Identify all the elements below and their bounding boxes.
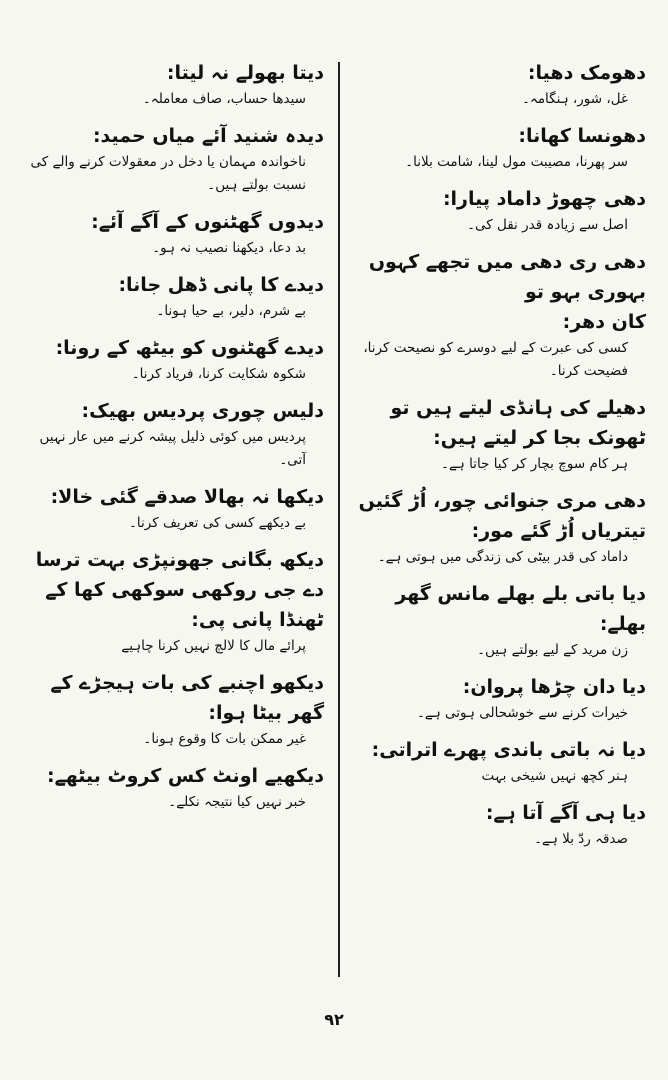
entry-term: دیدوں گھٹنوں کے آگے آئے: <box>91 211 324 233</box>
entry <box>350 247 646 307</box>
entry-term: دھی چھوڑ داماد پیارا: <box>442 188 646 210</box>
entry-term: کان دھر: <box>562 311 646 333</box>
entry-meaning: بے شرم، دلیر، بے حیا ہونا۔ <box>156 303 306 319</box>
entry <box>28 668 324 751</box>
entry-term: دیکھو اچنبے کی بات ہیجڑے کے گھر بیٹا ہوا: <box>50 672 324 724</box>
entry <box>350 579 646 662</box>
entry-meaning: خیرات کرنے سے خوشحالی ہوتی ہے۔ <box>417 705 628 721</box>
entry <box>350 798 646 851</box>
entry-meaning: ہنر کچھ نہیں شیخی بہت <box>481 768 628 784</box>
entry-term: دیدہ شنید آئے میاں حمید: <box>92 125 324 147</box>
entry-meaning: سر پھرنا، مصیبت مول لینا، شامت بلانا۔ <box>405 154 628 170</box>
entry-term: دیدے کا پانی ڈھل جانا: <box>118 274 324 296</box>
entry-term: دیا ہی آگے آتا ہے: <box>485 802 646 824</box>
column-divider <box>338 62 340 977</box>
entry-term: دیا نہ باتی باندی پھرے اتراتی: <box>371 739 646 761</box>
entry-term: دھی ری دھی میں تجھے کہوں بہوری بہو تو <box>368 251 646 303</box>
entry <box>28 396 324 472</box>
entry-meaning: کسی کی عبرت کے لیے دوسرے کو نصیحت کرنا، فضیحت کرنا۔ <box>363 340 628 379</box>
entry-meaning: غیر ممکن بات کا وقوع ہونا۔ <box>143 731 306 747</box>
entry-meaning: غل، شور، ہنگامہ۔ <box>522 91 628 107</box>
right-column <box>350 58 646 861</box>
entry-term: دیکھ بگانی جھونپڑی بہت ترسا دے جی روکھی سوکھی کھا کے ٹھنڈا پانی پی: <box>35 549 324 631</box>
entry <box>350 393 646 476</box>
entry <box>28 270 324 323</box>
entry-meaning: پرائے مال کا لالچ نہیں کرنا چاہیے <box>121 638 306 654</box>
left-column <box>28 58 324 824</box>
entry-term: دھونسا کھانا: <box>518 125 646 147</box>
entry-meaning: شکوہ شکایت کرنا، فریاد کرنا۔ <box>131 366 306 382</box>
entry <box>350 735 646 788</box>
entry-meaning: صدقہ ردّ بلا ہے۔ <box>534 831 628 847</box>
entry-meaning: ناخواندہ مہمان یا دخل در معقولات کرنے والے کی نسبت بولتے ہیں۔ <box>30 154 306 193</box>
entry <box>28 761 324 814</box>
entry-term: دھی مری جنوائی چور، اُڑ گئیں تیتریاں اُڑ گئے مور: <box>358 490 646 542</box>
entry-term: دھیلے کی ہانڈی لیتے ہیں تو ٹھونک بجا کر لیتے ہیں: <box>390 397 646 449</box>
entry <box>28 121 324 197</box>
entry-meaning: بد دعا، دیکھنا نصیب نہ ہو۔ <box>152 240 306 256</box>
entry-meaning: اصل سے زیادہ قدر نقل کی۔ <box>467 217 628 233</box>
entry <box>350 121 646 174</box>
entry-meaning: زن مرید کے لیے بولتے ہیں۔ <box>477 642 628 658</box>
entry-term: دیکھا نہ بھالا صدقے گئی خالا: <box>50 486 324 508</box>
entry-term: دیتا بھولے نہ لیتا: <box>166 62 324 84</box>
entry-meaning: ہر کام سوچ بچار کر کیا جاتا ہے۔ <box>441 456 628 472</box>
entry-term: دھومک دھیا: <box>527 62 646 84</box>
entry <box>28 58 324 111</box>
page-number: ۹۲ <box>324 1010 344 1029</box>
entry <box>350 672 646 725</box>
entry-term: دیا باتی بلے بھلے مانس گھر بھلے: <box>395 583 646 635</box>
entry <box>28 482 324 535</box>
entry <box>350 58 646 111</box>
entry-term: دلیس چوری پردیس بھیک: <box>81 400 324 422</box>
entry-meaning: سیدھا حساب، صاف معاملہ۔ <box>142 91 306 107</box>
entry <box>350 486 646 569</box>
entry-meaning: بے دیکھے کسی کی تعریف کرنا۔ <box>129 515 306 531</box>
entry <box>28 207 324 260</box>
entry-meaning: خبر نہیں کیا نتیجہ نکلے۔ <box>168 794 306 810</box>
entry-term: دیا دان چڑھا پروان: <box>462 676 646 698</box>
entry-term: دیکھیے اونٹ کس کروٹ بیٹھے: <box>47 765 324 787</box>
entry <box>28 333 324 386</box>
entry <box>350 307 646 383</box>
entry-meaning: داماد کی قدر بیٹی کی زندگی میں ہوتی ہے۔ <box>377 549 628 565</box>
entry-term: دیدے گھٹنوں کو بیٹھ کے رونا: <box>55 337 324 359</box>
entry <box>350 184 646 237</box>
entry <box>28 545 324 658</box>
entry-meaning: پردیس میں کوئی ذلیل پیشہ کرنے میں عار نہیں آتی۔ <box>39 429 306 468</box>
